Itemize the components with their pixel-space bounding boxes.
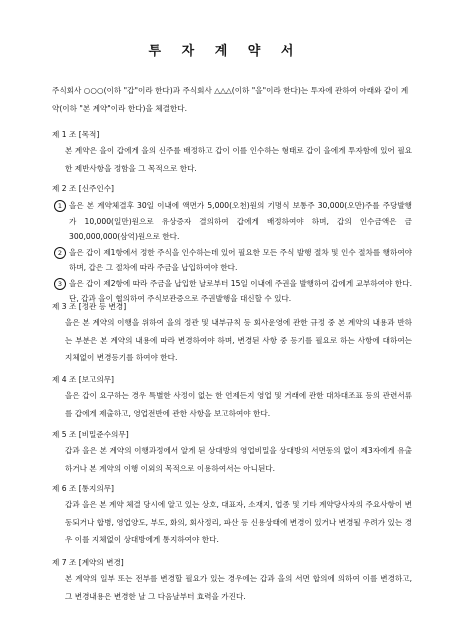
article-heading: 제 3 조 [정관 등 변경] bbox=[52, 302, 127, 311]
article-body: 갑과 을은 본 계약 체결 당시에 알고 있는 상호, 대표자, 소재지, 업종 및 기타 계약당사자의 주요사항이 변동되거나 합병, 영업양도, 부도, 화의, 회사정리, 파산 등 신용상태에 변경이 있거나 변경될 우려가 있는 경우 이를 지체없이 상대방에게 통지하여야 한다. bbox=[65, 500, 412, 544]
article-2 bbox=[52, 182, 412, 307]
item-text: 을은 본 계약체결후 30일 이내에 액면가 5,000(오천)원의 기명식 보통주 30,000(오만)주를 주당발행가 10,000(일만)원으로 유상증자 결의하여 갑에게 배정하여야 하며, 갑의 인수금액은 금300,000,000(삼억)원으로 한다. bbox=[69, 201, 412, 241]
article-items bbox=[52, 198, 412, 307]
article-3 bbox=[52, 300, 412, 367]
article-body: 갑과 을은 본 계약의 이행과정에서 알게 된 상대방의 영업비밀을 상대방의 서면동의 없이 제3자에게 유출하거나 본 계약의 이행 이외의 목적으로 이용하여서는 아니된다. bbox=[65, 446, 412, 473]
circled-number: 3 bbox=[54, 278, 66, 290]
article-heading: 제 4 조 [보고의무] bbox=[52, 375, 115, 384]
article-body: 본 계약의 일부 또는 전부를 변경할 필요가 있는 경우에는 갑과 을의 서면 합의에 의하여 이를 변경하고, 그 변경내용은 변경한 날 그 다음날부터 효력을 가진다. bbox=[65, 574, 412, 601]
intro-paragraph: 주식회사 ○○○(이하 "갑"이라 한다)과 주식회사 △△△(이하 "을"이라 한다)는 투자에 관하여 아래와 같이 계약(이하 "본 계약"이라 한다)을 체결한다. bbox=[52, 86, 409, 113]
article-body: 본 계약은 을이 갑에게 을의 신주를 배정하고 갑이 이를 인수하는 형태로 갑이 을에게 투자함에 있어 필요한 제반사항을 정함을 그 목적으로 한다. bbox=[65, 146, 412, 173]
circled-number: 1 bbox=[54, 200, 66, 212]
article-1 bbox=[52, 128, 412, 177]
article-5 bbox=[52, 428, 412, 477]
article-6 bbox=[52, 482, 412, 549]
list-item bbox=[52, 245, 412, 276]
list-item bbox=[52, 198, 412, 245]
item-text: 을은 갑이 제2항에 따라 주금을 납입한 날로부터 15일 이내에 주권을 발행하여 갑에게 교부하여야 한다. 단, 갑과 을이 협의하여 주식보관증으로 주권발행을 대신할 수 있다. bbox=[69, 278, 412, 303]
article-7 bbox=[52, 556, 412, 605]
circled-number: 2 bbox=[54, 247, 66, 259]
item-text: 을은 갑이 제1항에서 정한 주식을 인수하는데 있어 필요한 모든 주식 발행 절차 및 인수 절차를 행하여야 하며, 갑은 그 절차에 따라 주금을 납입하여야 한다. bbox=[69, 247, 412, 272]
article-body: 을은 갑이 요구하는 경우 특별한 사정이 없는 한 언제든지 영업 및 거래에 관한 대차대조표 등의 관련서류를 갑에게 제출하고, 영업전반에 관한 사항을 보고하여야 한다. bbox=[65, 391, 412, 418]
document-title: 투 자 계 약 서 bbox=[148, 44, 302, 59]
article-heading: 제 1 조 [목적] bbox=[52, 130, 100, 139]
article-heading: 제 2 조 [신주인수] bbox=[52, 184, 115, 193]
article-heading: 제 7 조 [계약의 변경] bbox=[52, 558, 124, 567]
article-heading: 제 6 조 [통지의무] bbox=[52, 484, 115, 493]
article-4 bbox=[52, 373, 412, 422]
article-body: 을은 본 계약의 이행을 위하여 을의 정관 및 내부규칙 등 회사운영에 관한 규정 중 본 계약의 내용과 반하는 부분은 본 계약의 내용에 따라 변경하여야 하며, 변경된 사항 중 등기를 필요로 하는 사항에 대하여는 지체없이 변경등기를 하여야 한다. bbox=[65, 318, 412, 362]
article-heading: 제 5 조 [비밀준수의무] bbox=[52, 430, 129, 439]
